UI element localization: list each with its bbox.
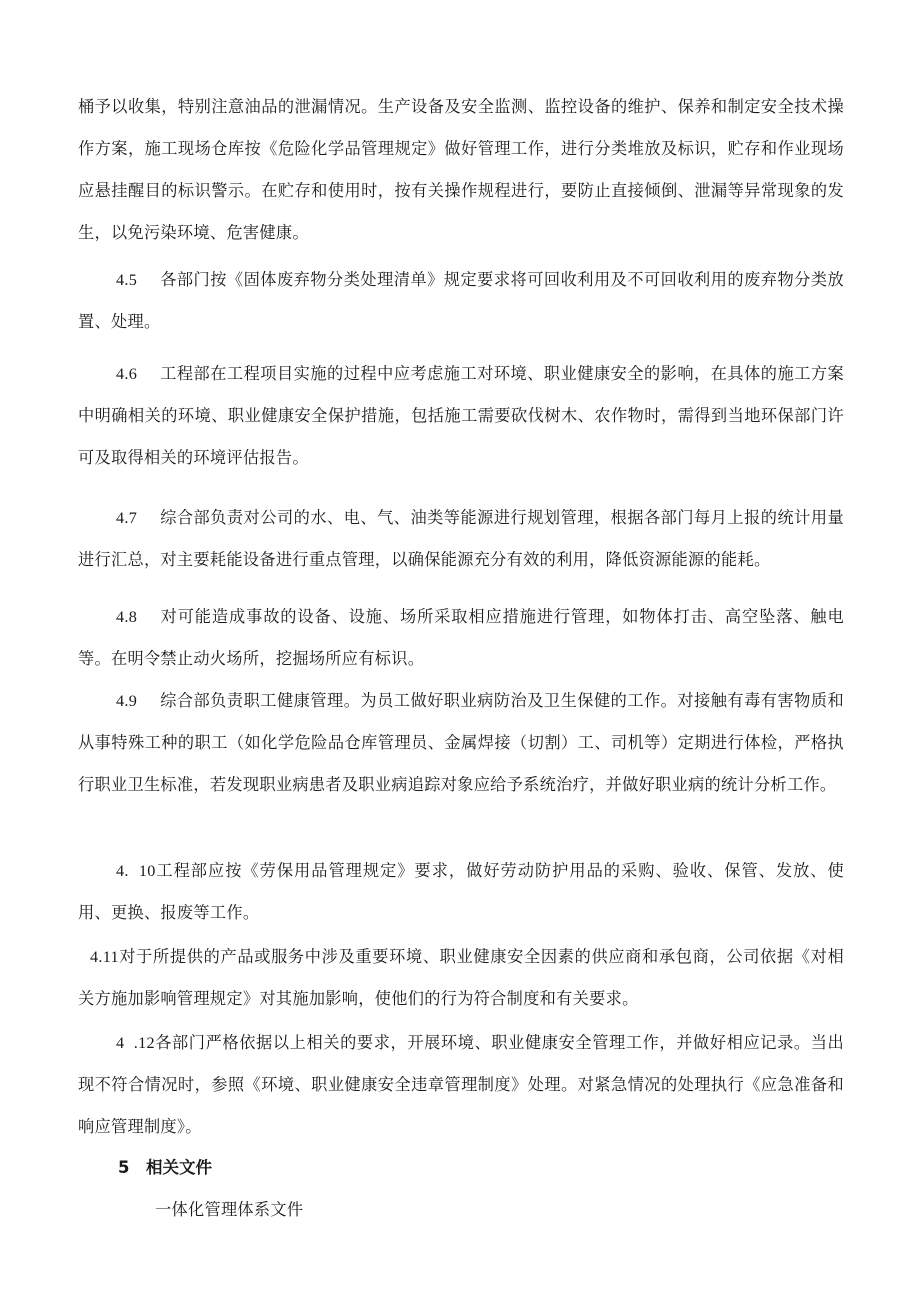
paragraph-4-8 — [78, 596, 844, 680]
paragraph-4-11 — [78, 936, 844, 1020]
paragraph-4-9 — [78, 680, 844, 806]
clause-number: 4.11 — [90, 948, 119, 966]
paragraph-text: 工程部在工程项目实施的过程中应考虑施工对环境、职业健康安全的影响，在具体的施工方案中明确相关的环境、职业健康安全保护措施，包括施工需要砍伐树木、农作物时，需得到当地环保部门许可及取得相关的环境评估报告。 — [78, 364, 844, 467]
paragraph-text: 对可能造成事故的设备、设施、场所采取相应措施进行管理，如物体打击、高空坠落、触电等。在明令禁止动火场所，挖掘场所应有标识。 — [78, 607, 844, 668]
paragraph-text: 桶予以收集，特别注意油品的泄漏情况。生产设备及安全监测、监控设备的维护、保养和制定安全技术操作方案，施工现场仓库按《危险化学品管理规定》做好管理工作，进行分类堆放及标识，贮存和作业现场应悬挂醒目的标识警示。在贮存和使用时，按有关操作规程进行，要防止直接倾倒、泄漏等异常现象的发生，以免污染环境、危害健康。 — [78, 97, 844, 242]
paragraph-4-5 — [78, 259, 844, 343]
section-heading — [118, 1152, 212, 1184]
clause-number: 4.7 — [116, 509, 138, 527]
paragraph-text: 各部门严格依据以上相关的要求，开展环境、职业健康安全管理工作，并做好相应记录。当出现不符合情况时，参照《环境、职业健康安全违章管理制度》处理。对紧急情况的处理执行《应急准备和响应管理制度》。 — [78, 1033, 844, 1136]
clause-number: 4 .12 — [116, 1034, 155, 1052]
paragraph-4-12 — [78, 1022, 844, 1148]
clause-number: 4.9 — [116, 692, 138, 710]
paragraph-4-6 — [78, 353, 844, 479]
clause-number: 4.6 — [116, 365, 138, 383]
clause-number: 4.5 — [116, 271, 138, 289]
paragraph-4-10 — [78, 850, 844, 934]
paragraph-text: 工程部应按《劳保用品管理规定》要求，做好劳动防护用品的采购、验收、保管、发放、使用、更换、报废等工作。 — [78, 861, 844, 922]
section-title: 相关文件 — [146, 1158, 212, 1177]
paragraph-text: 综合部负责对公司的水、电、气、油类等能源进行规划管理，根据各部门每月上报的统计用量进行汇总，对主要耗能设备进行重点管理，以确保能源充分有效的利用，降低资源能源的能耗。 — [78, 508, 844, 569]
paragraph-text: 各部门按《固体废弃物分类处理清单》规定要求将可回收利用及不可回收利用的废弃物分类放置、处理。 — [78, 270, 844, 331]
related-document-item: 一体化管理体系文件 — [155, 1200, 304, 1219]
paragraph-4-7 — [78, 497, 844, 581]
paragraph-continuation — [78, 86, 844, 254]
clause-number: 4. 10 — [116, 862, 156, 880]
paragraph-text: 综合部负责职工健康管理。为员工做好职业病防治及卫生保健的工作。对接触有毒有害物质和从事特殊工种的职工（如化学危险品仓库管理员、金属焊接（切割）工、司机等）定期进行体检，严格执行职业卫生标准，若发现职业病患者及职业病追踪对象应给予系统治疗，并做好职业病的统计分析工作。 — [78, 691, 844, 794]
clause-number: 4.8 — [116, 608, 138, 626]
section-number: 5 — [118, 1158, 130, 1177]
paragraph-text: 对于所提供的产品或服务中涉及重要环境、职业健康安全因素的供应商和承包商，公司依据《对相关方施加影响管理规定》对其施加影响，使他们的行为符合制度和有关要求。 — [78, 947, 844, 1008]
